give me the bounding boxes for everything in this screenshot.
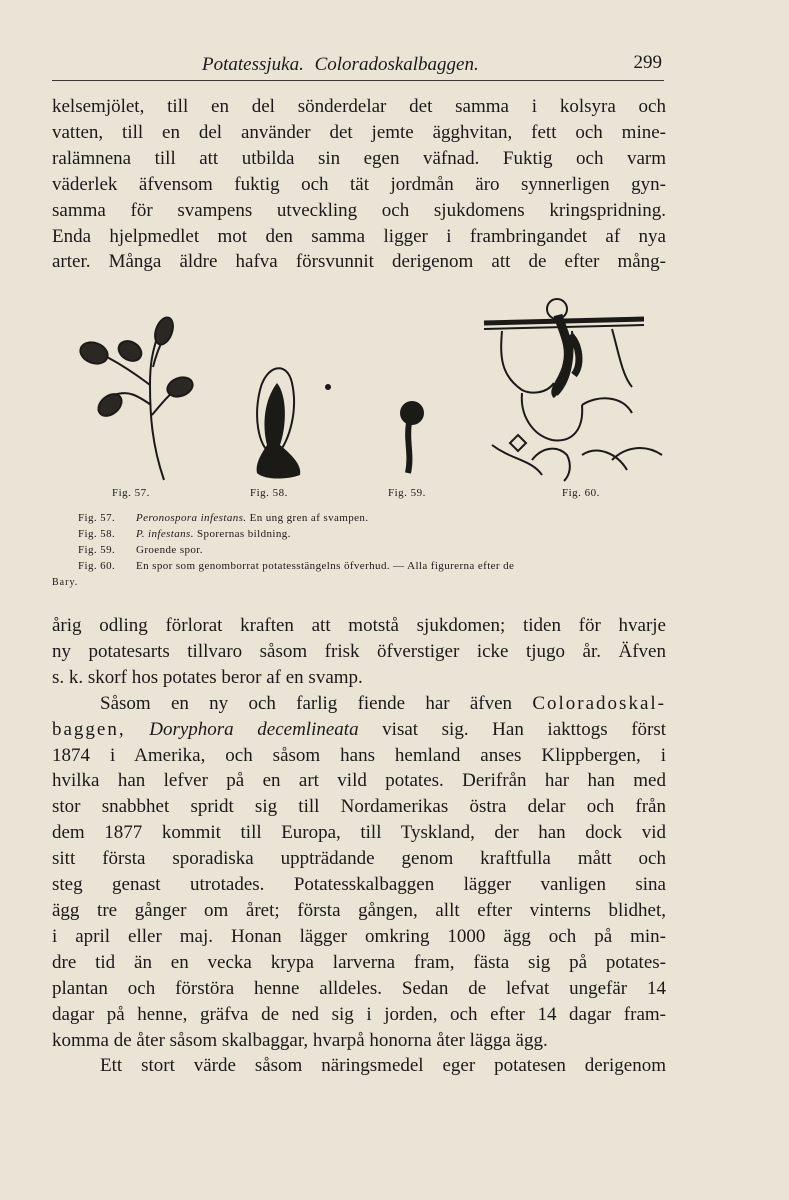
text-line: ralämnena till att utbilda sin egen väfnad. Fuktig och varm — [52, 147, 666, 169]
text-span: Ett stort värde såsom näringsmedel eger potatesen derigenom — [100, 1055, 666, 1077]
text-line: s. k. skorf hos potates beror af en svamp. — [52, 666, 363, 688]
text-line: ägg tre gånger om året; första gången, allt efter vinterns blidhet, — [52, 899, 666, 921]
paragraph-2 — [52, 613, 666, 1079]
caption-number: Fig. 58. — [78, 528, 116, 540]
caption-number: Fig. 60. — [78, 560, 116, 572]
spaced-term: Coloradoskal- — [532, 692, 666, 714]
caption-number: Fig. 59. — [78, 544, 116, 556]
caption-italic: P. infestans. — [136, 528, 194, 540]
text-line: komma de åter såsom skalbaggar, hvarpå honorna åter lägga ägg. — [52, 1029, 548, 1051]
figure-captions — [52, 510, 672, 591]
fig57-branch-drawing — [77, 315, 195, 480]
caption-row — [52, 542, 672, 558]
text-line: dre tid än en vecka krypa larverna fram, fästa sig på potates- — [52, 951, 666, 973]
text-line: dagar på henne, gräfva de ned sig i jorden, och efter 14 dagar fram- — [52, 1003, 666, 1025]
caption-text: En spor som genomborrat potatesstängelns öfverhud. — Alla figurerna efter de — [136, 560, 515, 572]
page-header — [52, 50, 664, 81]
text-line: ny potatesarts tillvaro såsom frisk öfverstiger icke tjugo år. Äfven — [52, 640, 666, 662]
text-line: dem 1877 kommit till Europa, till Tyskland, der han dock vid — [52, 822, 666, 844]
fig57-label: Fig. 57. — [112, 487, 150, 499]
caption-text: Groende spor. — [136, 544, 203, 556]
text-line: samma för svampens utveckling och sjukdomens kringspridning. — [52, 199, 666, 221]
fig58-label: Fig. 58. — [250, 487, 288, 499]
caption-author: Bary. — [52, 577, 79, 588]
caption-text: Sporernas bildning. — [193, 528, 291, 540]
text-line: plantan och förstöra henne alldeles. Sedan de lefvat ungefär 14 — [52, 977, 666, 999]
fig58-spore-drawing — [257, 368, 331, 478]
text-line — [52, 717, 666, 743]
text-line — [52, 691, 666, 717]
text-line: stor snabbhet spridt sig till Nordamerikas östra delar och från — [52, 796, 666, 818]
paragraph-1 — [52, 94, 666, 275]
text-line — [52, 1053, 666, 1079]
figure-plate — [52, 295, 672, 499]
text-line: sitt första sporadiska uppträdande genom kraftfulla mått och — [52, 848, 666, 870]
fig59-label: Fig. 59. — [388, 487, 426, 499]
text-line: steg genast utrotades. Potatesskalbaggen lägger vanligen sina — [52, 874, 666, 896]
text-line: Enda hjelpmedlet mot den samma ligger i frambringandet af nya — [52, 225, 666, 247]
caption-row — [52, 558, 672, 574]
caption-italic: Peronospora infestans. — [136, 512, 247, 524]
text-line: i april eller maj. Honan lägger omkring 1000 ägg och på min- — [52, 925, 666, 947]
caption-number: Fig. 57. — [78, 512, 116, 524]
text-line: arter. Många äldre hafva försvunnit derigenom att de efter mång- — [52, 251, 666, 273]
text-line: årig odling förlorat kraften att motstå sjukdomen; tiden för hvarje — [52, 615, 666, 636]
species-name: Doryphora decemlineata — [149, 718, 359, 740]
spaced-term: baggen, — [52, 718, 126, 740]
caption-text: En ung gren af svampen. — [246, 512, 369, 524]
page-number: 299 — [633, 52, 662, 73]
caption-row — [52, 526, 672, 542]
running-title: Potatessjuka. Coloradoskalbaggen. — [202, 54, 479, 75]
text-line: väderlek äfvensom fuktig och tät jordmån äro synnerligen gyn- — [52, 173, 666, 195]
caption-row — [52, 574, 672, 591]
fig60-epidermis-drawing — [484, 299, 662, 481]
text-span: visat sig. Han iakttogs först — [358, 718, 667, 740]
text-line: vatten, till en del använder det jemte ägghvitan, fett och mine- — [52, 121, 666, 143]
text-line: kelsemjölet, till en del sönderdelar det samma i kolsyra och — [52, 96, 666, 117]
fig60-label: Fig. 60. — [562, 487, 600, 499]
caption-row — [52, 510, 672, 526]
text-span: Såsom en ny och farlig fiende har äfven — [100, 692, 533, 714]
figure-illustrations — [52, 295, 672, 485]
text-line: hvilka han lefver på en art vild potates. Derifrån har han med — [52, 770, 666, 792]
fig59-germinating-spore-drawing — [400, 401, 424, 473]
text-line: 1874 i Amerika, och såsom hans hemland anses Klippbergen, i — [52, 744, 666, 766]
